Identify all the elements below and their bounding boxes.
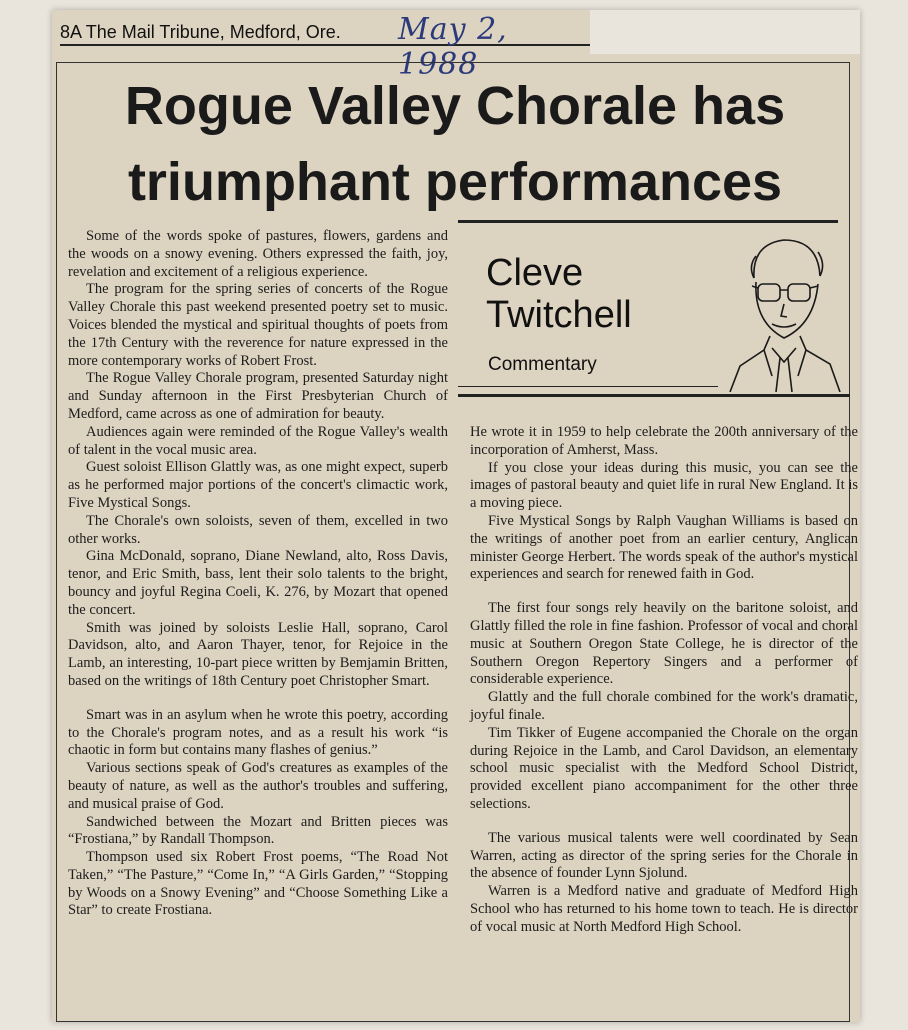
article-column-right [470, 424, 858, 937]
headline-line-2: triumphant performances [127, 152, 783, 212]
paragraph: Smart was in an asylum when he wrote this poetry, according to the Chorale's program notes, and as a result his work “is chaotic in form but contains many flashes of genius.” [68, 706, 448, 759]
paragraph: The Chorale's own soloists, seven of them, excelled in two other works. [68, 512, 448, 547]
handwritten-date: May 2, 1988 [398, 12, 508, 82]
page-header [60, 12, 590, 82]
columnist-portrait-icon [724, 226, 844, 392]
byline-rule-bottom [458, 394, 850, 397]
paragraph: He wrote it in 1959 to help celebrate the 200th anniversary of the incorporation of Amherst, Mass. [470, 424, 858, 458]
column-kicker: Commentary [488, 354, 597, 375]
paragraph: The Rogue Valley Chorale program, presented Saturday night and Sunday afternoon in the First Presbyterian Church of Medford, came across as one of admiration for beauty. [68, 370, 448, 422]
paragraph: Warren is a Medford native and graduate of Medford High School who has returned to his home town to teach. He is director of vocal music at North Medford High School. [470, 883, 858, 935]
paragraph: Thompson used six Robert Frost poems, “The Road Not Taken,” “The Pasture,” “Come In,” “A Girls Garden,” “Stopping by Woods on a Snowy Evening” and “Choose Something Like a Star” to create Frostiana. [68, 849, 448, 919]
paragraph: Five Mystical Songs by Ralph Vaughan Williams is based on the writings of another poet from an earlier century, Anglican minister George Herbert. The words speak of the author's mystical experiences and search for renewed faith in God. [470, 512, 858, 583]
paragraph: Various sections speak of God's creatures as examples of the beauty of nature, as well as the author's troubles and suffering, and musical praise of God. [68, 760, 448, 812]
clipping-cut-edge [590, 10, 860, 54]
paragraph: Guest soloist Ellison Glattly was, as one might expect, superb as he performed major portions of the concert's climactic work, Five Mystical Songs. [68, 459, 448, 511]
paragraph: Glattly and the full chorale combined for the work's dramatic, joyful finale. [470, 689, 858, 723]
byline-rule-thin [458, 386, 718, 387]
paragraph: Smith was joined by soloists Leslie Hall, soprano, Carol Davidson, alto, and Aaron Thayer, tenor, for Rejoice in the Lamb, an interesting, 10-part piece written by Bemjamin Britten, based on the writings of 18th Century poet Christopher Smart. [68, 619, 448, 689]
author-name [486, 252, 632, 336]
paragraph: The program for the spring series of concerts of the Rogue Valley Chorale this past weekend presented poetry set to music. Voices blended the mystical and spiritual thoughts of poets from the 17th Century with the reverence for nature expressed in the more contemporary works of Robert Frost. [68, 281, 448, 369]
article-column-left [68, 228, 448, 920]
paragraph: Some of the words spoke of pastures, flowers, gardens and the woods on a snowy evening. Others expressed the faith, joy, revelation and excitement of a religious experience. [68, 228, 448, 280]
byline-box [458, 214, 850, 408]
publication-line: 8A The Mail Tribune, Medford, Ore. [60, 22, 341, 42]
paragraph: Sandwiched between the Mozart and Britten pieces was “Frostiana,” by Randall Thompson. [68, 813, 448, 848]
headline-line-1: Rogue Valley Chorale has [124, 76, 786, 136]
author-first-name: Cleve [486, 252, 584, 294]
author-last-name: Twitchell [486, 294, 632, 336]
headline [70, 68, 840, 220]
byline-rule-top [458, 220, 838, 223]
paragraph: Tim Tikker of Eugene accompanied the Chorale on the organ during Rejoice in the Lamb, and Carol Davidson, an elementary school music specialist with the Medford School District, provided excellent piano accompaniment for the other three selections. [470, 724, 858, 812]
paragraph: The first four songs rely heavily on the baritone soloist, and Glattly filled the role in fine fashion. Professor of vocal and choral music at Southern Oregon State College, he is director of the Southern Oregon Repertory Singers and a performer of considerable experience. [470, 600, 858, 688]
paragraph: The various musical talents were well coordinated by Sean Warren, acting as director of the spring series for the Chorale in the absence of founder Lynn Sjolund. [470, 829, 858, 882]
paragraph: Gina McDonald, soprano, Diane Newland, alto, Ross Davis, tenor, and Eric Smith, bass, lent their solo talents to the bright, bouncy and joyful Regina Coeli, K. 276, by Mozart that opened the concert. [68, 548, 448, 618]
paragraph: If you close your ideas during this music, you can see the images of pastoral beauty and quiet life in rural New England. It is a moving piece. [470, 459, 858, 512]
paragraph: Audiences again were reminded of the Rogue Valley's wealth of talent in the vocal music area. [68, 423, 448, 458]
